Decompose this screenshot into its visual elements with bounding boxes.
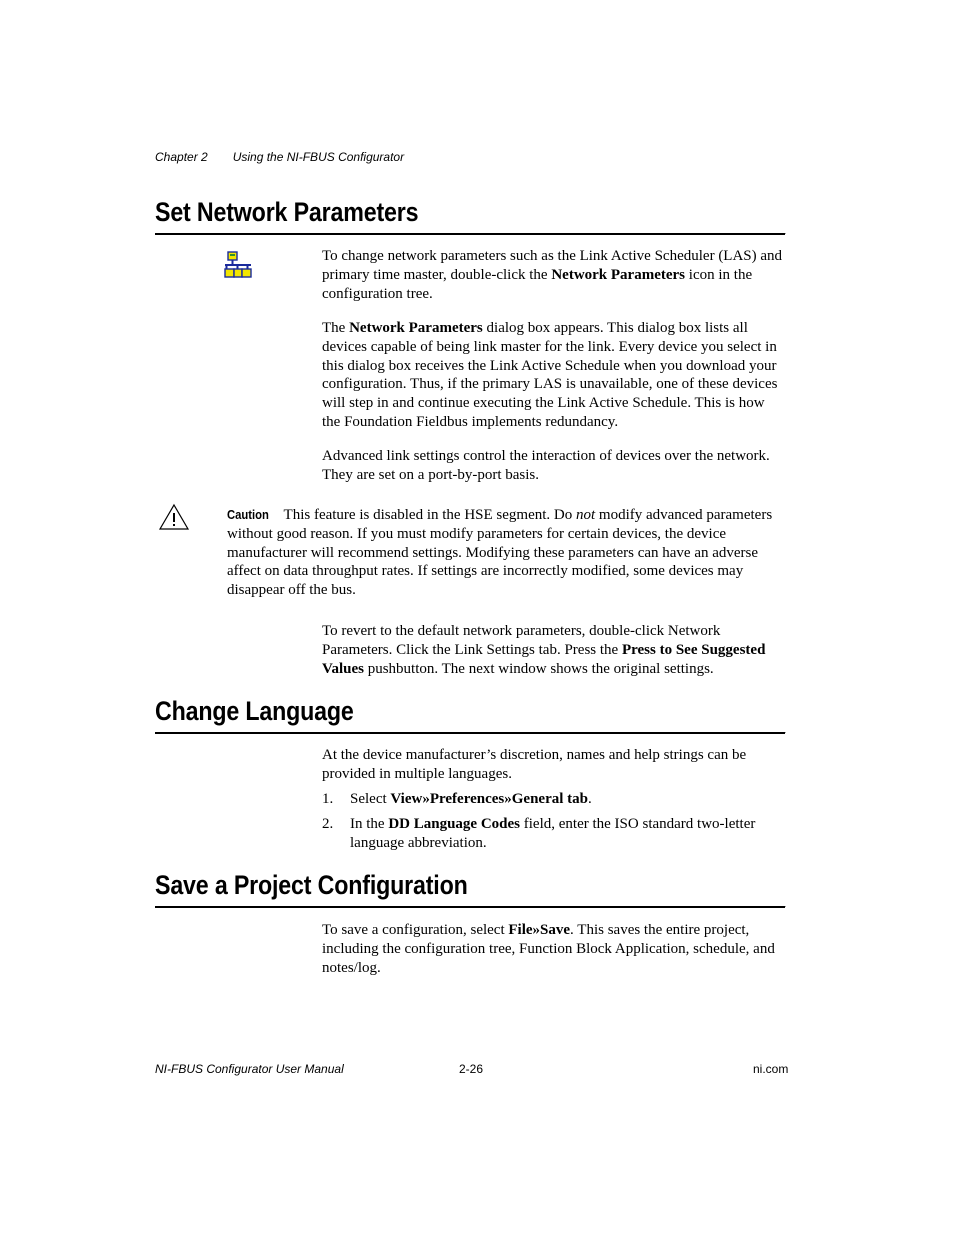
footer-website: ni.com [753, 1062, 789, 1076]
footer-manual-title: NI-FBUS Configurator User Manual [155, 1062, 344, 1076]
running-header [155, 150, 404, 164]
section-title-network: Set Network Parameters [155, 195, 785, 234]
suggested-values-term: Press to See Suggested Values [322, 641, 766, 677]
caution-note: Caution This feature is disabled in the HSE segment. Do not modify advanced parameters without good reason. If you must modify parameters for certain devices, the device manufacturer will recommend settings. Modifying these parameters can have an adverse affect on data throughput rates. If settings are incorrectly modified, some devices may disappear off the bus. [227, 507, 773, 599]
footer-page-number: 2-26 [459, 1062, 484, 1076]
caution-label: Caution [227, 508, 269, 522]
dd-language-codes-term: DD Language Codes [388, 815, 521, 832]
list-item: 1. Select View»Preferences»General tab. [322, 791, 592, 807]
menu-path-term: View»Preferences»General tab [390, 791, 588, 807]
language-paragraph-1: At the device manufacturer’s discretion, names and help strings can be provided in multiple languages. [322, 747, 747, 782]
section-rule-save [155, 907, 785, 908]
network-paragraph-3: Advanced link settings control the interaction of devices over the network. They are set on a port-by-port basis. [322, 448, 770, 483]
language-steps [322, 790, 784, 858]
caution-icon [158, 503, 190, 531]
save-paragraph-1: To save a configuration, select File»Save. This saves the entire project, including the configuration tree, Function Block Application, schedule, and notes/log. [322, 922, 775, 976]
network-paragraph-2: The Network Parameters dialog box appears. This dialog box lists all devices capable of being link master for the link. Every device you select in this dialog box receives the Link Active Schedule when you download your configuration. Thus, if the primary LAS is unavailable, one of these devices will step in and continue executing the Link Active Schedule. This is how the Foundation Fieldbus implements redundancy. [322, 320, 778, 430]
caution-emphasis: not [575, 507, 596, 523]
section-title-save: Save a Project Configuration [155, 868, 785, 907]
file-save-term: File»Save [508, 922, 571, 938]
list-item: 2. In the DD Language Codes field, enter the ISO standard two-letter language abbreviation. [322, 815, 756, 851]
network-parameters-term-2: Network Parameters [349, 320, 483, 336]
section-rule-network [155, 234, 785, 235]
network-paragraph-4: To revert to the default network parameters, double-click Network Parameters. Click the Link Settings tab. Press the Press to See Suggested Values pushbutton. The next window shows the original settings. [322, 623, 766, 677]
network-parameters-term: Network Parameters [551, 266, 686, 283]
section-rule-language [155, 733, 785, 734]
chapter-title: Using the NI-FBUS Configurator [232, 150, 405, 164]
network-paragraph-1: To change network parameters such as the Link Active Scheduler (LAS) and primary time master, double-click the Network Parameters icon in the configuration tree. [322, 248, 783, 302]
section-title-language: Change Language [155, 694, 785, 733]
network-parameters-icon [224, 251, 252, 279]
chapter-number: Chapter 2 [155, 150, 208, 164]
